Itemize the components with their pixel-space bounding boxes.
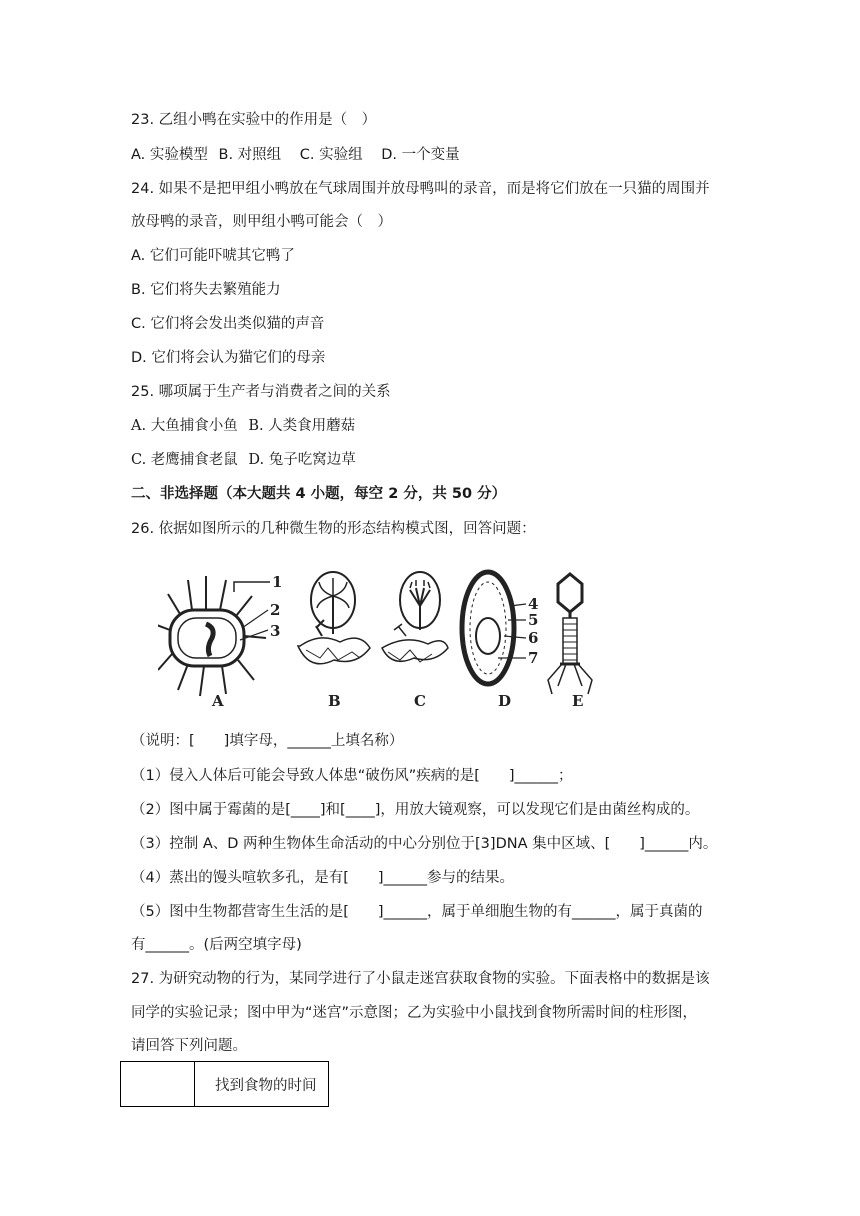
q27-line2: 同学的实验记录；图中甲为“迷宫”示意图；乙为实验中小鼠找到食物所需时间的柱形图， <box>131 1005 698 1021</box>
label-number-2: 2 <box>270 601 281 619</box>
label-b: B <box>328 692 341 710</box>
q24-option-a: A. 它们可能吓唬其它鸭了 <box>131 248 295 264</box>
q23-options <box>131 145 460 165</box>
q26-part1: （1）侵入人体后可能会导致人体患“破伤风”疾病的是[ ]______； <box>131 768 573 784</box>
q26-part5-line1: （5）图中生物都营寄生生活的是[ ]______，属于单细胞生物的有______，属于真菌的 <box>131 904 703 920</box>
bacteriophage-drawing <box>548 574 592 694</box>
section-heading: 二、非选择题（本大题共 4 小题，每空 2 分，共 50 分） <box>131 486 507 502</box>
q23-option-b: B. 对照组 <box>218 147 282 163</box>
table-empty-cell <box>121 1062 195 1106</box>
q26-note: （说明：[ ]填字母，______上填名称） <box>131 733 404 749</box>
label-number-1: 1 <box>272 573 283 591</box>
label-a: A <box>212 692 224 710</box>
q25-option-d: D. 兔子吃窝边草 <box>248 452 356 468</box>
label-number-4: 4 <box>528 595 539 613</box>
microorganism-figure <box>158 566 618 711</box>
label-number-7: 7 <box>528 649 539 667</box>
label-number-5: 5 <box>528 611 539 629</box>
q24-option-b: B. 它们将失去繁殖能力 <box>131 282 281 298</box>
q25-options-row2 <box>131 450 356 470</box>
q27-line1: 27. 为研究动物的行为，某同学进行了小鼠走迷宫获取食物的实验。下面表格中的数据是该 <box>131 971 710 987</box>
q24-option-d: D. 它们将会认为猫它们的母亲 <box>131 350 326 366</box>
q27-line3: 请回答下列问题。 <box>131 1038 247 1054</box>
q24-option-c: C. 它们将会发出类似猫的声音 <box>131 316 325 332</box>
experiment-table <box>120 1061 329 1107</box>
q24-stem-line2: 放母鸭的录音，则甲组小鸭可能会（ ） <box>131 214 392 230</box>
q23-stem: 23. 乙组小鸭在实验中的作用是（ ） <box>131 112 377 128</box>
label-c: C <box>414 692 426 710</box>
label-number-3: 3 <box>270 622 281 640</box>
label-number-6: 6 <box>528 629 539 647</box>
microorganism-diagram <box>158 566 618 711</box>
q26-part3: （3）控制 A、D 两种生物体生命活动的中心分别位于[3]DNA 集中区域、[ ]______内。 <box>131 836 718 852</box>
mold-c-drawing <box>382 572 448 662</box>
q23-option-a: A. 实验模型 <box>131 147 208 163</box>
q24-stem-line1: 24. 如果不是把甲组小鸭放在气球周围并放母鸭叫的录音，而是将它们放在一只猫的周围并 <box>131 181 710 197</box>
q23-option-d: D. 一个变量 <box>381 147 460 163</box>
q26-stem: 26. 依据如图所示的几种微生物的形态结构模式图，回答问题： <box>131 521 536 537</box>
q26-part4: （4）蒸出的馒头喧软多孔，是有[ ]______参与的结果。 <box>131 870 515 886</box>
bacterium-drawing <box>158 576 270 696</box>
q26-part2: （2）图中属于霉菌的是[____]和[____]，用放大镜观察，可以发现它们是由菌丝构成的。 <box>131 802 700 818</box>
q26-part5-line2: 有______。(后两空填字母) <box>131 937 302 953</box>
q25-options-row1 <box>131 416 355 436</box>
yeast-drawing <box>462 572 526 684</box>
q25-option-a: A. 大鱼捕食小鱼 <box>131 418 238 434</box>
q25-stem: 25. 哪项属于生产者与消费者之间的关系 <box>131 384 391 400</box>
table-header-time: 找到食物的时间 <box>215 1078 317 1094</box>
label-e: E <box>572 692 584 710</box>
q25-option-b: B. 人类食用蘑菇 <box>248 418 356 434</box>
mold-b-drawing <box>298 572 370 664</box>
q25-option-c: C. 老鹰捕食老鼠 <box>131 452 238 468</box>
q23-option-c: C. 实验组 <box>299 147 363 163</box>
label-d: D <box>498 692 512 710</box>
